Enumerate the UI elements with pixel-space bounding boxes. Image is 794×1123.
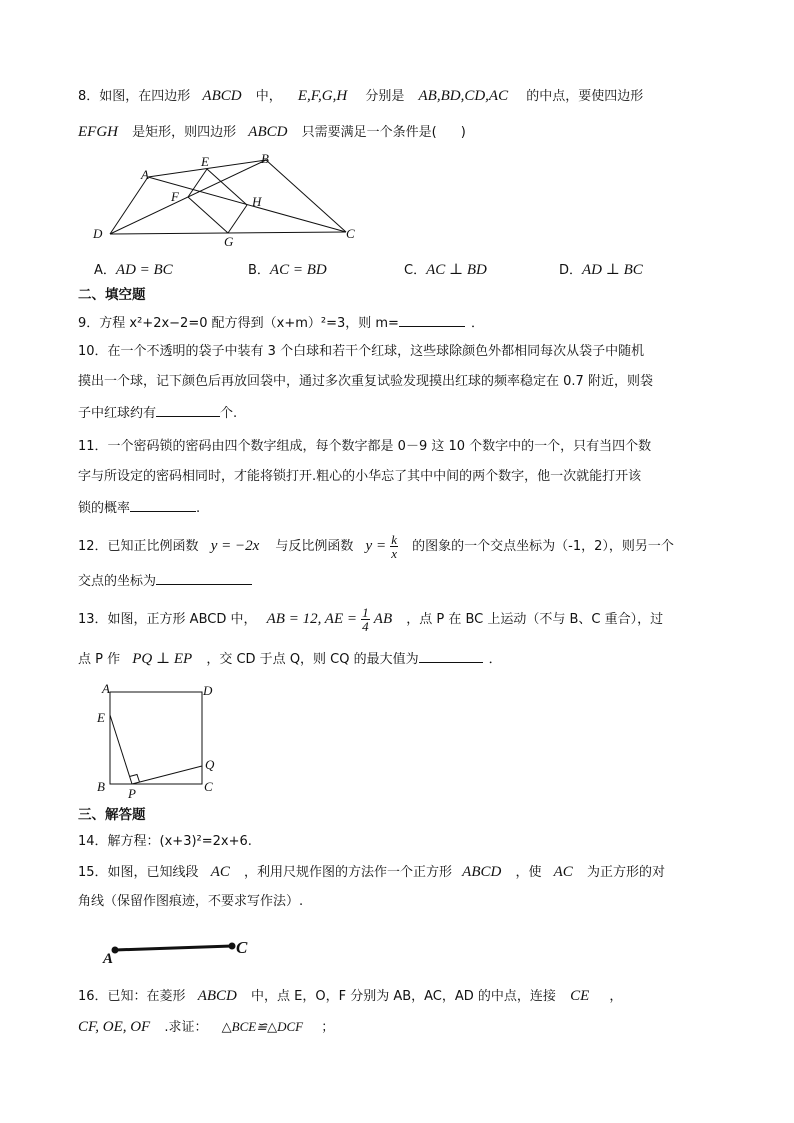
fig13-label-p: P (128, 786, 136, 800)
fig13-label-e: E (97, 710, 105, 725)
q8-option-b[interactable]: B．AC = BD (248, 262, 327, 278)
q12-fraction: $\frac{k}{x}$ (391, 532, 397, 561)
q12-answer-blank[interactable] (156, 570, 252, 585)
q8-quadrilateral-figure (88, 150, 368, 250)
q16-line2: CF, OE, OF .求证： △BCE≌△DCF ； (78, 1019, 335, 1035)
fig13-label-c: C (204, 779, 213, 794)
q9-line: 9．方程 x²+2x−2=0 配方得到（x+m）²=3，则 m= ． (78, 312, 484, 334)
fig8-label-e: E (201, 154, 209, 169)
q13-line1: 13．如图，正方形 ABCD 中， AB = 12, AE = $\frac{1}{4}$ AB ，点 P 在 BC 上运动（不与 B、C 重合），过 (78, 605, 664, 634)
q12-line2: 交点的坐标为 (78, 570, 252, 592)
q10-line1: 10．在一个不透明的袋子中装有 3 个白球和若干个红球，这些球除颜色外都相同每次从袋子中随机 (78, 344, 645, 359)
q15-line2: 角线（保留作图痕迹，不要求写作法）. (78, 894, 304, 909)
section-heading-solve: 三、解答题 (78, 807, 146, 823)
q14-line: 14．解方程：(x+3)²=2x+6. (78, 834, 252, 849)
q13-answer-blank[interactable] (419, 648, 483, 663)
q11-line3: 锁的概率 . (78, 497, 200, 519)
q13-square-figure (92, 680, 232, 800)
fig8-label-c: C (346, 226, 355, 241)
fig13-label-a: A (102, 681, 110, 696)
fig15-label-a: A (103, 951, 114, 967)
fig8-label-d: D (93, 226, 103, 241)
q8-line1: 8．如图，在四边形 ABCD 中， E,F,G,H 分别是 AB,BD,CD,AC 的中点，要使四边形 (78, 88, 644, 104)
fig8-label-f: F (171, 189, 179, 204)
fig13-label-d: D (203, 683, 213, 698)
q11-line2: 字与所设定的密码相同时，才能将锁打开.粗心的小华忘了其中中间的两个数字，他一次就能打开该 (78, 469, 642, 484)
q10-line2: 摸出一个球，记下颜色后再放回袋中，通过多次重复试验发现摸出红球的频率稳定在 0.7 附近，则袋 (78, 374, 653, 389)
q10-line3: 子中红球约有 个. (78, 402, 237, 424)
fig15-label-c: C (236, 938, 248, 957)
q11-answer-blank[interactable] (130, 497, 196, 512)
q8-line2: EFGH 是矩形，则四边形 ABCD 只需要满足一个条件是( ) (78, 124, 466, 140)
q8-option-d[interactable]: D．AD ⊥ BC (559, 262, 643, 278)
q8-option-a[interactable]: A．AD = BC (94, 262, 173, 278)
fig8-label-b: B (261, 151, 269, 166)
q16-line1: 16．已知：在菱形 ABCD 中，点 E，O，F 分别为 AB，AC，AD 的中点，连接 CE ， (78, 988, 623, 1004)
fig8-label-h: H (252, 194, 262, 209)
fig13-label-q: Q (205, 757, 215, 772)
q13-line2: 点 P 作 PQ ⊥ EP ，交 CD 于点 Q，则 CQ 的最大值为 ． (78, 648, 502, 670)
q12-line1: 12．已知正比例函数 y = −2x 与反比例函数 y = $\frac{k}{x}$ 的图象的一个交点坐标为（-1，2），则另一个 (78, 532, 674, 561)
q9-answer-blank[interactable] (399, 312, 465, 327)
fig13-label-b: B (97, 779, 105, 794)
section-heading-fill-in: 二、填空题 (78, 287, 146, 303)
q11-line1: 11．一个密码锁的密码由四个数字组成，每个数字都是 0－9 这 10 个数字中的一个，只有当四个数 (78, 439, 652, 454)
q15-segment-figure (100, 935, 260, 971)
q13-fraction: $\frac{1}{4}$ (362, 605, 369, 634)
fig8-label-g: G (224, 234, 234, 249)
q10-answer-blank[interactable] (156, 402, 220, 417)
fig8-label-a: A (141, 167, 149, 182)
q15-line1: 15．如图，已知线段 AC ，利用尺规作图的方法作一个正方形 ABCD ，使 AC 为正方形的对 (78, 864, 665, 880)
q8-option-c[interactable]: C．AC ⊥ BD (404, 262, 487, 278)
